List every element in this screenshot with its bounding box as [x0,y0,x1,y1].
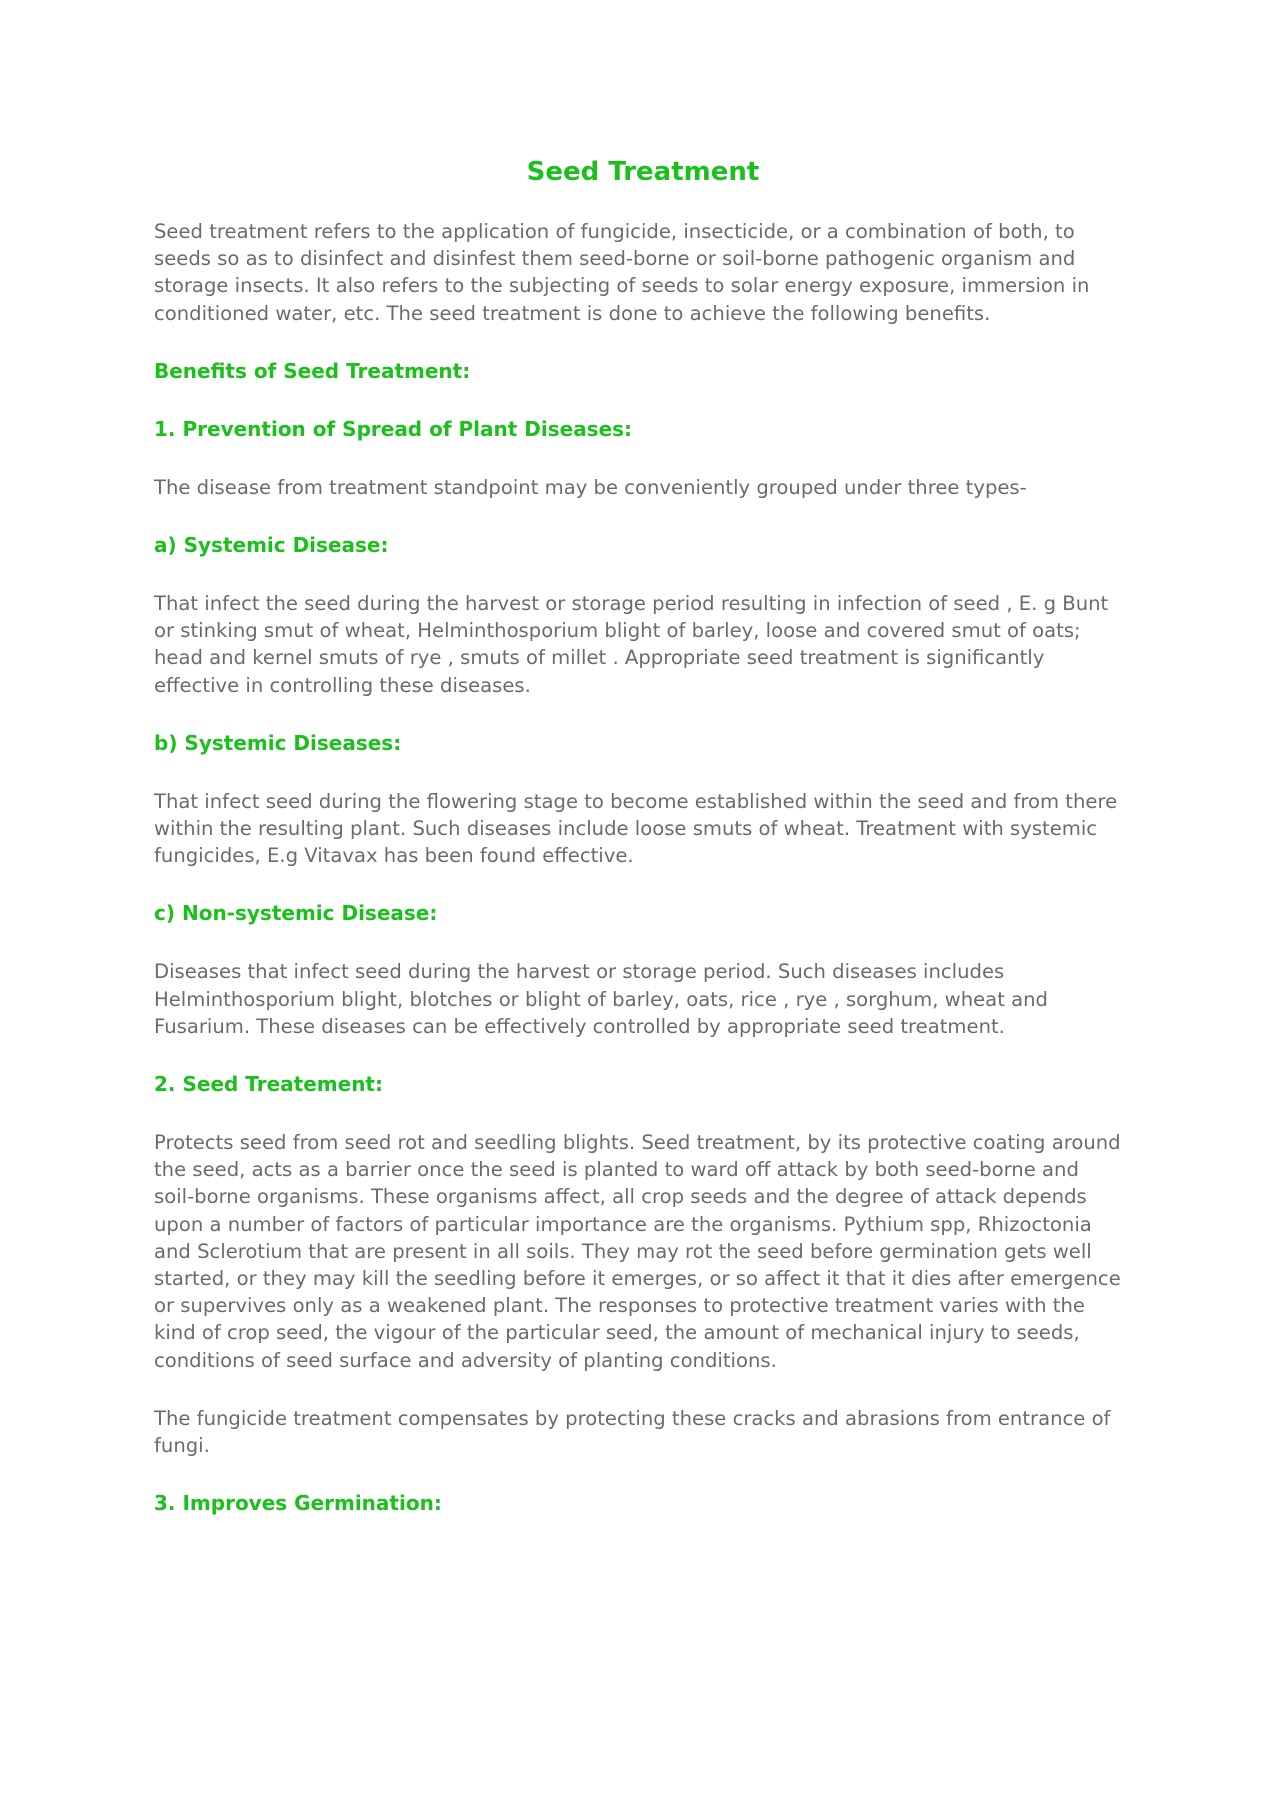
document-title: Seed Treatment [526,157,760,187]
paragraph-seed-protection: Protects seed from seed rot and seedling blights. Seed treatment, by its protective coating around the seed, acts as a barrier once the seed is planted to ward off attack by both seed-borne and soil-borne organisms. These organisms affect, all crop seeds and the degree of attack depends upon a number of factors of particular importance are the organisms. Pythium spp, Rhizoctonia and Sclerotium that are present in all soils. They may rot the seed before germination gets well started, or they may kill the seedling before it emerges, or so affect it that it dies after emergence or supervives only as a weakened plant. The responses to protective treatment varies with the kind of crop seed, the vigour of the particular seed, the amount of mechanical injury to seeds, conditions of seed surface and adversity of planting conditions. [154,1131,1121,1372]
intro-paragraph: Seed treatment refers to the application of fungicide, insecticide, or a combination of both, to seeds so as to disinfect and disinfest them seed-borne or soil-borne pathogenic organism and storage insects. It also refers to the subjecting of seeds to solar energy exposure, immersion in conditioned water, etc. The seed treatment is done to achieve the following benefits. [154,220,1090,325]
paragraph-disease-types: The disease from treatment standpoint may be conveniently grouped under three types- [154,475,1027,499]
subheading-systemic-disease-a: a) Systemic Disease: [154,533,389,558]
paragraph-systemic-diseases-b: That infect seed during the flowering stage to become established within the seed and from there within the resulting plant. Such diseases include loose smuts of wheat. Treatment with systemic fungicides, E.g Vitavax has been found effective. [154,789,1118,868]
paragraph-non-systemic-disease-c: Diseases that infect seed during the harvest or storage period. Such diseases includes Helminthosporium blight, blotches or blight of barley, oats, rice , rye , sorghum, wheat and Fusarium. These diseases can be effectively controlled by appropriate seed treatment. [154,960,1048,1038]
section-heading-benefits: Benefits of Seed Treatment: [154,358,471,383]
section-heading-seed-treatement: 2. Seed Treatement: [154,1072,383,1097]
paragraph-systemic-disease-a: That infect the seed during the harvest or storage period resulting in infection of seed , E. g Bunt or stinking smut of wheat, Helminthosporium blight of barley, loose and covered smut of oats; head and kernel smuts of rye , smuts of millet . Appropriate seed treatment is significantly effective in controlling these diseases. [154,592,1109,697]
section-heading-improves-germination: 3. Improves Germination: [154,1491,442,1516]
paragraph-fungicide-compensation: The fungicide treatment compensates by protecting these cracks and abrasions from entrance of fungi. [154,1406,1111,1458]
document-page [154,157,1124,1548]
section-heading-prevention: 1. Prevention of Spread of Plant Diseases: [154,416,633,441]
subheading-non-systemic-disease-c: c) Non-systemic Disease: [154,901,438,926]
subheading-systemic-diseases-b: b) Systemic Diseases: [154,730,402,755]
